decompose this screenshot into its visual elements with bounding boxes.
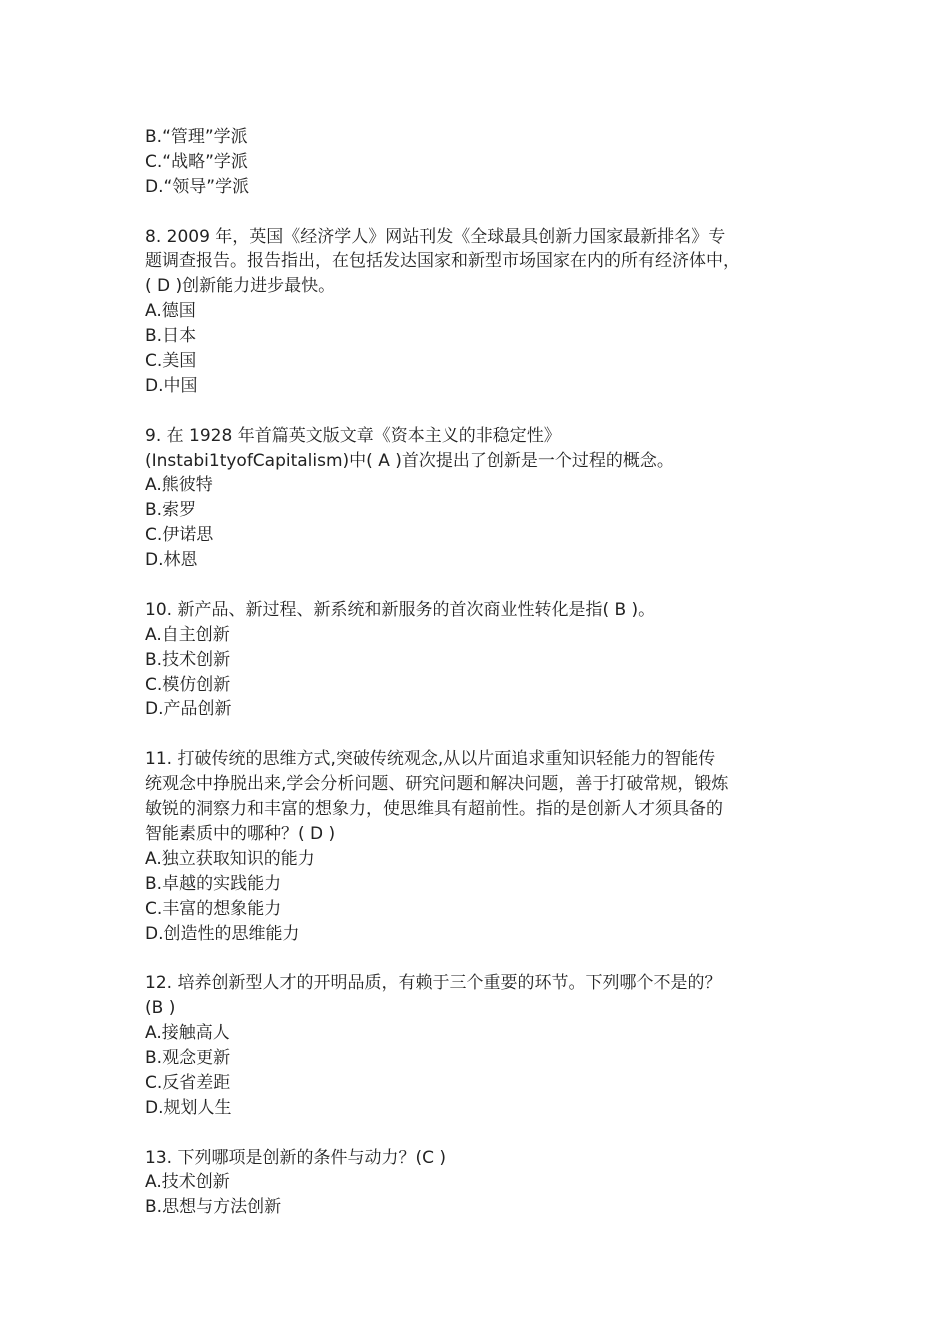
option-item: C.“战略”学派 — [145, 151, 248, 172]
option-item: A.熊彼特 — [145, 475, 213, 496]
question-stem: 11. 打破传统的思维方式,突破传统观念,从以片面追求重知识轻能力的智能传 — [145, 749, 716, 770]
question-8 — [145, 225, 810, 399]
option-item: D.林恩 — [145, 550, 198, 571]
option-item: D.创造性的思维能力 — [145, 923, 300, 944]
question-stem: 8. 2009 年，英国《经济学人》网站刊发《全球最具创新力国家最新排名》专 — [145, 226, 726, 247]
question-stem: 智能素质中的哪种？( D ) — [145, 823, 336, 844]
option-item: D.“领导”学派 — [145, 176, 250, 197]
option-item: A.自主创新 — [145, 624, 230, 645]
option-item: C.美国 — [145, 351, 197, 372]
option-item: D.规划人生 — [145, 1097, 232, 1118]
question-12 — [145, 971, 810, 1120]
question-stem: 题调查报告。报告指出，在包括发达国家和新型市场国家在内的所有经济体中， — [145, 251, 740, 272]
option-item: B.卓越的实践能力 — [145, 873, 282, 894]
question-stem: 10. 新产品、新过程、新系统和新服务的首次商业性转化是指( B )。 — [145, 599, 656, 620]
question-13 — [145, 1146, 810, 1221]
option-item: D.产品创新 — [145, 699, 232, 720]
option-item: C.丰富的想象能力 — [145, 898, 282, 919]
question-stem: 12. 培养创新型人才的开明品质，有赖于三个重要的环节。下列哪个不是的？ — [145, 973, 722, 994]
question-stem: 统观念中挣脱出来,学会分析问题、研究问题和解决问题，善于打破常规，锻炼 — [145, 774, 729, 795]
option-item: C.反省差距 — [145, 1072, 231, 1093]
option-item: B.技术创新 — [145, 649, 231, 670]
option-item: B.索罗 — [145, 500, 197, 521]
question-stem: 13. 下列哪项是创新的条件与动力？(C ) — [145, 1147, 446, 1168]
option-item: A.独立获取知识的能力 — [145, 848, 315, 869]
carryover-options — [145, 125, 810, 200]
option-item: B.观念更新 — [145, 1047, 231, 1068]
question-stem: (Instabi1tyofCapitalism)中( A )首次提出了创新是一个过程的概念。 — [145, 450, 674, 471]
option-item: A.德国 — [145, 301, 196, 322]
option-item: B.“管理”学派 — [145, 127, 248, 147]
question-stem: 9. 在 1928 年首篇英文版文章《资本主义的非稳定性》 — [145, 425, 561, 446]
option-item: A.接触高人 — [145, 1023, 230, 1044]
question-stem: 敏锐的洞察力和丰富的想象力，使思维具有超前性。指的是创新人才须具备的 — [145, 799, 723, 820]
question-stem: ( D )创新能力进步最快。 — [145, 276, 336, 297]
option-item: B.思想与方法创新 — [145, 1197, 282, 1218]
question-10 — [145, 598, 810, 722]
question-11 — [145, 747, 810, 946]
option-item: C.模仿创新 — [145, 674, 231, 695]
option-item: A.技术创新 — [145, 1172, 230, 1193]
question-stem: (B ) — [145, 998, 176, 1019]
document-page — [145, 125, 810, 1220]
option-item: B.日本 — [145, 326, 197, 347]
question-9 — [145, 424, 810, 573]
option-item: C.伊诺思 — [145, 525, 214, 546]
option-item: D.中国 — [145, 375, 198, 396]
